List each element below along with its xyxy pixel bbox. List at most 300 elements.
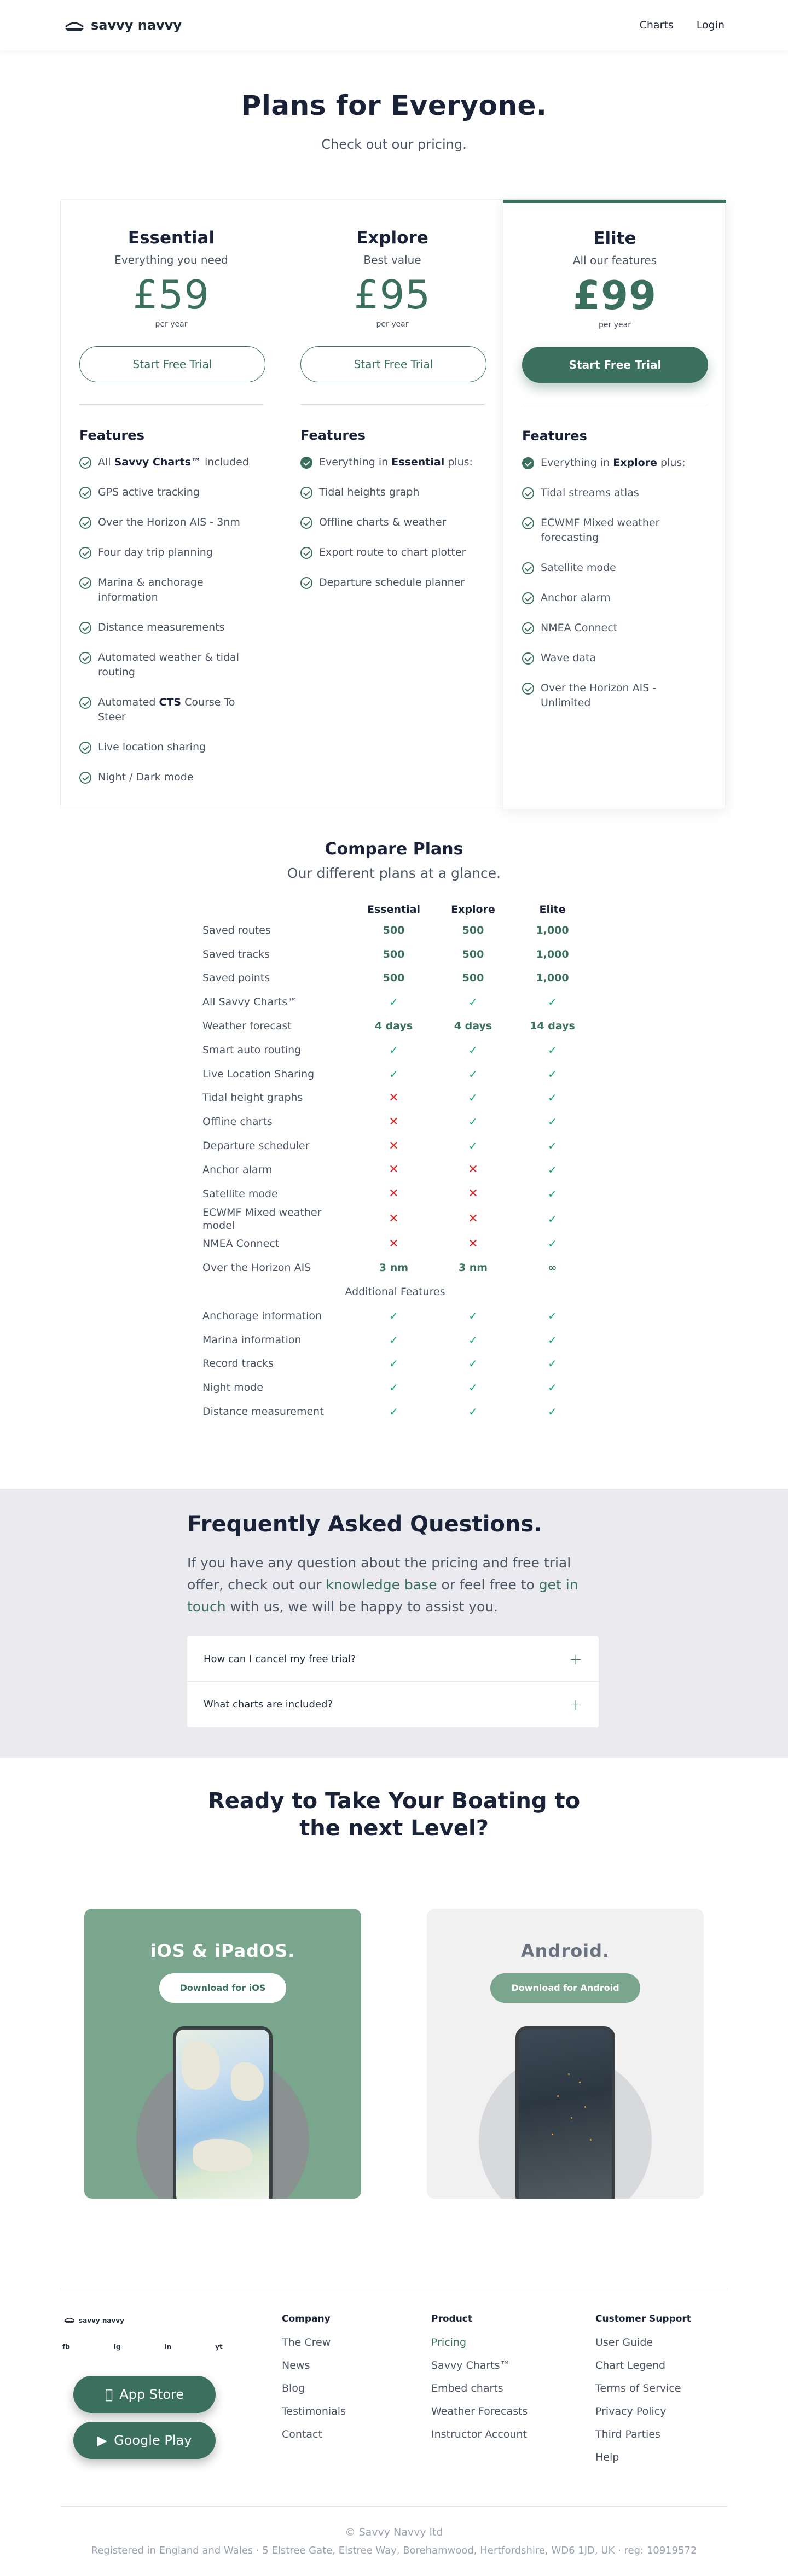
- table-row: [198, 1256, 592, 1280]
- footer-heading: Customer Support: [595, 2313, 691, 2324]
- cell-no: [433, 1206, 513, 1232]
- cell-no: [433, 1232, 513, 1256]
- footer-link[interactable]: Chart Legend: [595, 2359, 666, 2371]
- cell-no: [354, 1086, 433, 1110]
- feature-label: Weather forecast: [202, 1020, 292, 1033]
- plan-period: per year: [599, 320, 631, 329]
- faq-text: or feel free to: [437, 1577, 539, 1593]
- cell-yes: [433, 1110, 513, 1134]
- youtube-icon[interactable]: yt: [215, 2343, 223, 2351]
- feature-text: Satellite mode: [541, 562, 616, 574]
- footer-link[interactable]: The Crew: [282, 2336, 331, 2348]
- registration: Registered in England and Wales · 5 Elstree Gate, Elstree Way, Borehamwood, Hertfordshire, WD6 1JD, UK · reg: 10919572: [91, 2545, 697, 2556]
- compare-title: Compare Plans: [325, 840, 463, 859]
- cell-yes: [513, 1086, 592, 1110]
- feature-text: Automated weather & tidal routing: [98, 651, 239, 678]
- plan-period: per year: [155, 320, 188, 329]
- footer-link[interactable]: Testimonials: [282, 2405, 346, 2417]
- feature-item: [522, 486, 708, 500]
- feature-label: Over the Horizon AIS: [202, 1262, 311, 1274]
- feature-text: Over the Horizon AIS - Unlimited: [541, 682, 657, 709]
- cell-value: 500: [462, 948, 484, 960]
- cell-value: 500: [383, 924, 405, 936]
- check-icon: ✓: [468, 1139, 478, 1153]
- cell-yes: [433, 1400, 513, 1424]
- footer-link[interactable]: Savvy Charts™: [431, 2359, 511, 2371]
- get-in-touch-link[interactable]: get in touch: [187, 1577, 578, 1615]
- table-row: [198, 1086, 592, 1110]
- cell-yes: [513, 1376, 592, 1400]
- feature-label: Record tracks: [202, 1357, 274, 1370]
- check-icon: [79, 547, 91, 559]
- app-store-label: App Store: [115, 2387, 180, 2402]
- check-icon: ✓: [548, 1212, 557, 1226]
- feature-text: Export route to chart plotter: [319, 546, 466, 558]
- footer-heading: Product: [431, 2313, 472, 2324]
- start-trial-button[interactable]: Start Free Trial: [522, 347, 708, 383]
- cell-yes: [354, 1304, 433, 1328]
- table-row: [198, 1232, 592, 1256]
- cross-icon: ✕: [389, 1091, 399, 1105]
- faq-question: What charts are included?: [204, 1699, 333, 1710]
- cell-value: 500: [462, 972, 484, 984]
- boat-icon: [63, 18, 85, 32]
- feature-item: [522, 651, 708, 666]
- cell-no: [354, 1110, 433, 1134]
- check-icon: [300, 577, 312, 589]
- check-icon: ✓: [389, 1067, 398, 1081]
- footer-link[interactable]: Help: [595, 2451, 619, 2463]
- feature-label: Saved routes: [202, 924, 271, 936]
- phone-mockup: [515, 2026, 615, 2199]
- check-icon: ✓: [548, 1187, 557, 1200]
- plan-period: per year: [376, 320, 409, 329]
- footer-link[interactable]: User Guide: [595, 2336, 653, 2348]
- cell-no: [354, 1206, 433, 1232]
- footer-link[interactable]: Third Parties: [595, 2428, 660, 2440]
- table-header-row: [198, 901, 592, 918]
- instagram-icon[interactable]: ig: [113, 2343, 121, 2351]
- plan-price: £95: [354, 272, 431, 318]
- check-icon: [79, 517, 91, 529]
- check-icon: ✓: [548, 1333, 557, 1347]
- check-icon: [79, 577, 91, 589]
- check-icon: ✓: [389, 1381, 398, 1395]
- nav-charts[interactable]: Charts: [639, 19, 674, 31]
- cell-value: 1,000: [536, 924, 569, 936]
- compare-subtitle: Our different plans at a glance.: [287, 865, 501, 881]
- table-row: [198, 1376, 592, 1400]
- check-icon: [522, 562, 534, 574]
- hero: [0, 50, 788, 152]
- check-icon: ✓: [548, 1091, 557, 1105]
- check-icon: [79, 742, 91, 754]
- table-row: [198, 918, 592, 942]
- feature-text: Live location sharing: [98, 741, 206, 753]
- cross-icon: ✕: [468, 1237, 478, 1251]
- phone-mockup: [173, 2026, 273, 2199]
- cell-value: 4 days: [454, 1020, 493, 1033]
- apple-icon: [105, 2387, 113, 2402]
- boat-icon: [63, 2316, 76, 2325]
- table-row: [198, 990, 592, 1014]
- feature-label: Offline charts: [202, 1116, 273, 1128]
- cross-icon: ✕: [389, 1163, 399, 1177]
- faq-question: How can I cancel my free trial?: [204, 1653, 356, 1665]
- cell-yes: [513, 1206, 592, 1232]
- plan-tagline: Best value: [363, 253, 421, 266]
- plus-icon: +: [569, 1695, 582, 1714]
- footer-link[interactable]: Weather Forecasts: [431, 2405, 528, 2417]
- plan-explore: [282, 200, 503, 809]
- feature-item: [79, 770, 263, 785]
- footer-brand: savvy navvy: [79, 2316, 124, 2324]
- feature-item: [300, 515, 484, 530]
- cell-yes: [433, 1376, 513, 1400]
- cell-yes: [354, 1038, 433, 1062]
- footer-link[interactable]: Blog: [282, 2382, 305, 2394]
- cell-yes: [513, 1328, 592, 1352]
- table-row: [198, 1328, 592, 1352]
- cell-yes: [513, 1038, 592, 1062]
- check-icon: [522, 517, 534, 529]
- site-header: [0, 0, 788, 50]
- nav-login[interactable]: Login: [696, 19, 725, 31]
- feature-item: [300, 455, 484, 470]
- plan-tagline: Everything you need: [114, 253, 228, 266]
- download-ios-button[interactable]: Download for iOS: [159, 1973, 287, 2003]
- additional-features-row: [198, 1280, 592, 1304]
- cell-yes: [433, 1328, 513, 1352]
- check-icon: ✓: [548, 1067, 557, 1081]
- feature-text: ECWMF Mixed weather forecasting: [541, 517, 660, 544]
- feature-text: Anchor alarm: [541, 592, 611, 604]
- footer-link[interactable]: Terms of Service: [595, 2382, 681, 2394]
- cell-yes: [433, 1352, 513, 1376]
- footer-support: [595, 2313, 691, 2474]
- cell-no: [354, 1182, 433, 1206]
- check-icon: [522, 652, 534, 665]
- faq-list: [187, 1636, 599, 1727]
- check-icon: ✓: [548, 1163, 557, 1176]
- faq-text: with us, we will be happy to assist you.: [225, 1599, 499, 1615]
- feature-text: Marina & anchorage information: [98, 576, 204, 603]
- check-icon: ✓: [389, 1309, 398, 1322]
- page-title: Plans for Everyone.: [241, 90, 547, 121]
- table-row: [198, 1352, 592, 1376]
- knowledge-base-link[interactable]: knowledge base: [326, 1577, 437, 1593]
- footer-link[interactable]: News: [282, 2359, 310, 2371]
- feature-text: Offline charts & weather: [319, 516, 447, 528]
- cell-yes: [513, 1062, 592, 1086]
- table-row: [198, 1400, 592, 1424]
- feature-item: [79, 740, 263, 755]
- footer-bottom: [60, 2506, 728, 2556]
- start-trial-button[interactable]: Start Free Trial: [300, 346, 486, 382]
- feature-label: All Savvy Charts™: [202, 996, 298, 1009]
- feature-item: [522, 681, 708, 710]
- faq-item[interactable]: [187, 1636, 599, 1682]
- column-header: Elite: [539, 904, 566, 916]
- table-row: [198, 966, 592, 990]
- features-heading: Features: [79, 428, 144, 443]
- copyright: © Savvy Navvy ltd: [345, 2526, 443, 2538]
- plan-price: £99: [572, 272, 657, 318]
- check-icon: ✓: [389, 1043, 398, 1057]
- feature-text: Tidal heights graph: [319, 486, 420, 498]
- check-icon: ✓: [548, 1237, 557, 1251]
- feature-label: Saved tracks: [202, 948, 270, 960]
- brand-logo[interactable]: [63, 18, 182, 33]
- cell-yes: [433, 1086, 513, 1110]
- ios-title: iOS & iPadOS.: [150, 1940, 296, 1961]
- check-icon: ✓: [389, 1357, 398, 1371]
- check-icon: ✓: [548, 1405, 557, 1419]
- feature-list: [300, 455, 484, 590]
- check-icon: ✓: [389, 1333, 398, 1347]
- check-icon: [300, 517, 312, 529]
- check-icon: ✓: [548, 1043, 557, 1057]
- check-icon: [79, 772, 91, 784]
- play-icon: ▶: [97, 2433, 108, 2448]
- plan-tagline: All our features: [572, 254, 657, 267]
- cell-yes: [513, 1134, 592, 1158]
- cell-value: 500: [383, 972, 405, 984]
- footer-product: [431, 2313, 528, 2451]
- feature-label: Marina information: [202, 1333, 302, 1346]
- compare-plans: [0, 840, 788, 1419]
- cross-icon: ✕: [389, 1139, 399, 1153]
- cell-yes: [513, 1352, 592, 1376]
- feature-text: Tidal streams atlas: [541, 487, 639, 499]
- check-icon: ✓: [468, 1043, 478, 1057]
- features-heading: Features: [522, 428, 587, 444]
- check-icon: ✓: [468, 1067, 478, 1081]
- feature-item: [79, 485, 263, 500]
- check-icon: ✓: [468, 1309, 478, 1322]
- check-icon: [79, 697, 91, 709]
- ready-title: Ready to Take Your Boating to the next Level?: [207, 1788, 581, 1841]
- page-subtitle: Check out our pricing.: [321, 137, 467, 152]
- feature-label: Saved points: [202, 972, 270, 984]
- check-icon: [522, 592, 534, 604]
- plan-name: Elite: [593, 229, 636, 248]
- feature-label: Satellite mode: [202, 1187, 278, 1200]
- android-card: [427, 1909, 704, 2199]
- facebook-icon[interactable]: fb: [62, 2343, 70, 2351]
- cell-no: [433, 1158, 513, 1182]
- cell-yes: [354, 1376, 433, 1400]
- check-icon: ✓: [468, 1381, 478, 1395]
- feature-label: Departure scheduler: [202, 1140, 310, 1152]
- check-icon: ✓: [468, 1115, 478, 1129]
- feature-item: [522, 516, 708, 545]
- footer-logo[interactable]: [63, 2316, 124, 2325]
- ready-section: [0, 1787, 788, 1842]
- plan-essential: [61, 200, 282, 809]
- table-row: [198, 1014, 592, 1038]
- check-icon: ✓: [548, 995, 557, 1009]
- cross-icon: ✕: [389, 1212, 399, 1226]
- footer-link[interactable]: Embed charts: [431, 2382, 503, 2394]
- cross-icon: ✕: [389, 1115, 399, 1129]
- feature-text: Four day trip planning: [98, 546, 213, 558]
- footer-link[interactable]: Privacy Policy: [595, 2405, 667, 2417]
- feature-item: [79, 575, 263, 605]
- cell-yes: [433, 1134, 513, 1158]
- feature-item: [300, 575, 484, 590]
- check-icon: ✓: [548, 1139, 557, 1153]
- pricing-plans: [60, 199, 726, 809]
- feature-item: [300, 485, 484, 500]
- app-store-button[interactable]: [73, 2376, 216, 2413]
- cell-value: ∞: [548, 1262, 557, 1274]
- feature-label: Night mode: [202, 1382, 263, 1394]
- footer-link[interactable]: Pricing: [431, 2336, 467, 2348]
- additional-features-heading: Additional Features: [345, 1286, 445, 1298]
- check-icon: ✓: [548, 1381, 557, 1395]
- table-row: [198, 1110, 592, 1134]
- column-header: Explore: [451, 904, 495, 916]
- check-icon: ✓: [468, 995, 478, 1009]
- feature-text: Distance measurements: [98, 621, 225, 633]
- cross-icon: ✕: [389, 1237, 399, 1251]
- cell-value: 3 nm: [379, 1262, 409, 1274]
- faq-text: If you have any question about the pricing and free trial offer, check out our: [187, 1555, 571, 1593]
- faq-section: [0, 1489, 788, 1758]
- feature-text: Everything in Essential plus:: [319, 456, 473, 468]
- feature-label: Live Location Sharing: [202, 1068, 315, 1080]
- ios-card: [84, 1909, 361, 2199]
- cell-value: 1,000: [536, 948, 569, 960]
- feature-item: [79, 650, 263, 680]
- feature-item: [79, 695, 263, 725]
- linkedin-icon[interactable]: in: [164, 2343, 172, 2351]
- check-icon: [79, 652, 91, 664]
- check-icon: ✓: [548, 1357, 557, 1371]
- cross-icon: ✕: [468, 1163, 478, 1177]
- cell-yes: [433, 1038, 513, 1062]
- cell-yes: [513, 1232, 592, 1256]
- divider: [300, 404, 484, 405]
- cell-yes: [513, 1304, 592, 1328]
- feature-text: Everything in Explore plus:: [541, 457, 686, 469]
- feature-label: Anchorage information: [202, 1309, 322, 1322]
- footer-link[interactable]: Contact: [282, 2428, 322, 2440]
- check-icon: ✓: [389, 1405, 398, 1419]
- footer-link[interactable]: Instructor Account: [431, 2428, 527, 2440]
- feature-item: [522, 591, 708, 605]
- cell-yes: [513, 1158, 592, 1182]
- table-row: [198, 1182, 592, 1206]
- check-icon: [522, 457, 534, 469]
- feature-text: GPS active tracking: [98, 486, 200, 498]
- faq-intro: [187, 1552, 602, 1618]
- table-row: [198, 1038, 592, 1062]
- feature-list: [79, 455, 263, 785]
- cell-yes: [513, 1400, 592, 1424]
- cell-yes: [513, 1110, 592, 1134]
- cell-value: 4 days: [374, 1020, 413, 1033]
- plus-icon: +: [569, 1650, 582, 1668]
- table-row: [198, 942, 592, 966]
- feature-label: Smart auto routing: [202, 1044, 302, 1056]
- feature-list: [522, 456, 708, 710]
- cross-icon: ✕: [468, 1212, 478, 1226]
- cell-no: [354, 1134, 433, 1158]
- faq-title: Frequently Asked Questions.: [187, 1512, 542, 1537]
- check-icon: ✓: [548, 1309, 557, 1322]
- check-icon: [79, 622, 91, 634]
- social-links: [62, 2343, 223, 2351]
- android-title: Android.: [520, 1940, 610, 1961]
- feature-label: Tidal height graphs: [202, 1092, 303, 1104]
- plan-price: £59: [132, 272, 210, 318]
- download-android-button[interactable]: Download for Android: [490, 1973, 640, 2003]
- cross-icon: ✕: [468, 1187, 478, 1201]
- plan-name: Essential: [128, 228, 215, 248]
- cell-yes: [433, 1062, 513, 1086]
- feature-label: ECWMF Mixed weather model: [202, 1206, 322, 1232]
- cell-value: 500: [462, 924, 484, 936]
- column-header: Essential: [367, 904, 420, 916]
- cell-yes: [354, 1328, 433, 1352]
- feature-text: Over the Horizon AIS - 3nm: [98, 516, 240, 528]
- feature-text: Wave data: [541, 652, 596, 664]
- feature-item: [79, 455, 263, 470]
- google-play-button[interactable]: [73, 2422, 216, 2459]
- check-icon: [300, 547, 312, 559]
- faq-item[interactable]: [187, 1682, 599, 1727]
- cross-icon: ✕: [389, 1187, 399, 1201]
- table-row: [198, 1304, 592, 1328]
- footer-company: [282, 2313, 346, 2451]
- feature-label: Anchor alarm: [202, 1163, 273, 1176]
- check-icon: ✓: [468, 1405, 478, 1419]
- cell-yes: [354, 990, 433, 1014]
- cell-no: [433, 1182, 513, 1206]
- feature-item: [79, 545, 263, 560]
- main-nav: [640, 19, 725, 31]
- check-icon: [522, 487, 534, 499]
- cell-yes: [433, 990, 513, 1014]
- feature-item: [300, 545, 484, 560]
- cell-yes: [513, 1182, 592, 1206]
- divider: [79, 404, 263, 405]
- start-trial-button[interactable]: Start Free Trial: [79, 346, 265, 382]
- cell-value: 1,000: [536, 972, 569, 984]
- check-icon: [79, 457, 91, 469]
- compare-table: [198, 901, 592, 1424]
- check-icon: [300, 457, 312, 469]
- check-icon: ✓: [468, 1333, 478, 1347]
- feature-text: All Savvy Charts™ included: [98, 456, 249, 468]
- brand-name: savvy navvy: [91, 18, 182, 33]
- check-icon: ✓: [389, 995, 398, 1009]
- cell-yes: [354, 1400, 433, 1424]
- feature-label: Distance measurement: [202, 1406, 324, 1418]
- feature-label: NMEA Connect: [202, 1238, 280, 1250]
- cell-yes: [354, 1062, 433, 1086]
- plan-elite: [503, 200, 726, 809]
- cell-yes: [354, 1352, 433, 1376]
- cell-value: 500: [383, 948, 405, 960]
- table-row: [198, 1134, 592, 1158]
- feature-item: [79, 515, 263, 530]
- check-icon: ✓: [468, 1357, 478, 1371]
- cell-value: 3 nm: [458, 1262, 488, 1274]
- feature-item: [522, 561, 708, 575]
